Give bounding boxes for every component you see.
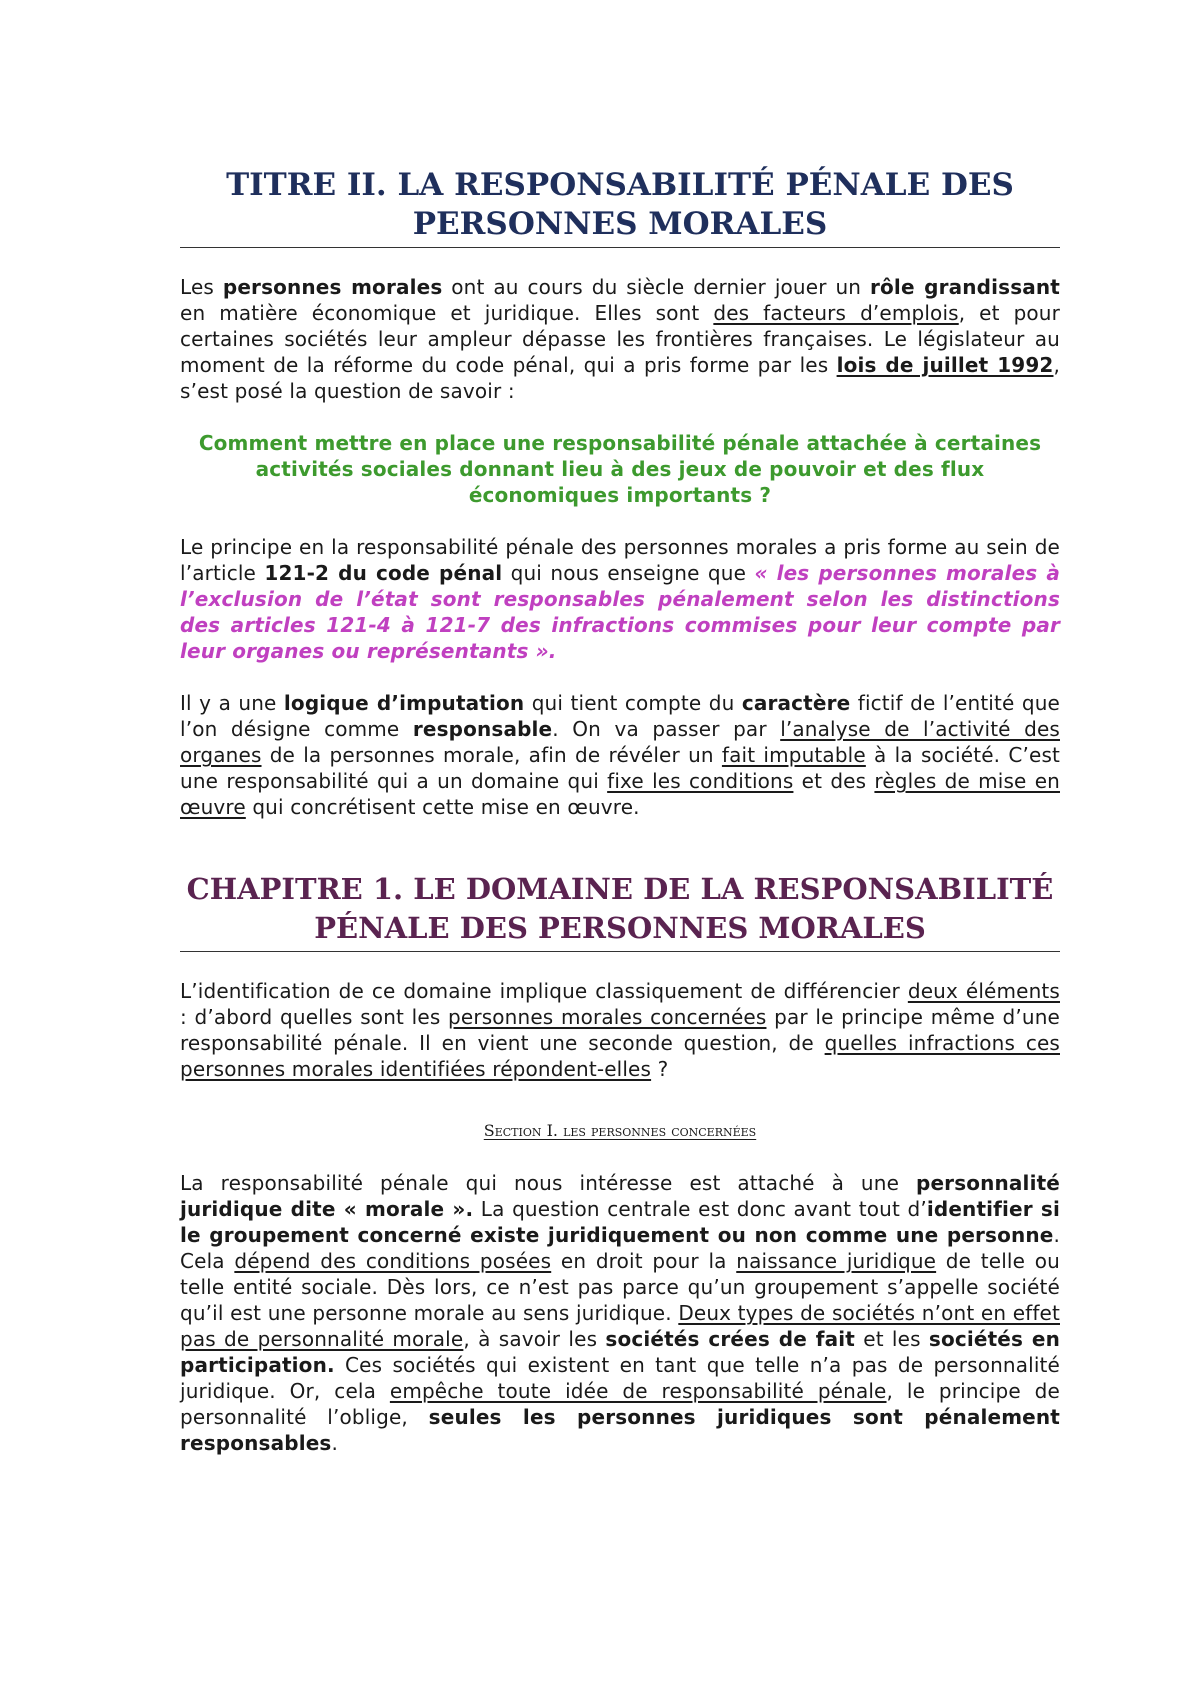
logic-text-4: . On va passer par xyxy=(552,717,781,741)
logic-text-7: et des xyxy=(793,769,875,793)
intro-bold-personnes-morales: personnes morales xyxy=(222,275,443,299)
logic-paragraph xyxy=(180,690,1060,820)
section-heading: Section I. les personnes concernées xyxy=(483,1121,757,1140)
principle-paragraph xyxy=(180,534,1060,664)
intro-text-3: en matière économique et juridique. Elles sont xyxy=(180,301,714,325)
persons-text-9: , le principe de personnalité l’oblige, xyxy=(180,1379,1060,1429)
logic-underline-fait: fait imputable xyxy=(721,743,866,767)
domain-text-2: : d’abord quelles sont les xyxy=(180,1005,449,1029)
logic-text-5: de la personnes morale, afin de révéler un xyxy=(261,743,722,767)
domain-text-1: L’identification de ce domaine implique classiquement de différencier xyxy=(180,979,908,1003)
domain-underline-personnes: personnes morales concernées xyxy=(448,1005,767,1029)
persons-bold-seules: seules les personnes juridiques sont pénalement responsables xyxy=(180,1405,1060,1455)
intro-text-5: , s’est posé la question de savoir : xyxy=(180,353,1060,403)
intro-paragraph xyxy=(180,274,1060,404)
persons-text-10: . xyxy=(331,1431,338,1455)
persons-text-3: . Cela xyxy=(180,1223,1060,1273)
domain-paragraph xyxy=(180,978,1060,1082)
domain-underline-infractions: quelles infractions ces personnes morales identifiées répondent-elles xyxy=(180,1031,1060,1081)
intro-bold-role: rôle grandissant xyxy=(870,275,1061,299)
persons-text-4: en droit pour la xyxy=(551,1249,737,1273)
domain-underline-elements: deux éléments xyxy=(907,979,1060,1003)
intro-underline-emplois: des facteurs d’emplois xyxy=(713,301,959,325)
logic-text-3: fictif de l’entité que l’on désigne comme xyxy=(180,691,1061,741)
principle-text-1: Le principe en la responsabilité pénale des personnes morales a pris forme au sein de l’article xyxy=(180,535,1060,585)
persons-text-8: Ces sociétés qui existent en tant que telle n’a pas de personnalité juridique. Or, cela xyxy=(180,1353,1060,1403)
persons-text-1: La responsabilité pénale qui nous intéresse est attaché à une xyxy=(180,1171,916,1195)
logic-bold-responsable: responsable xyxy=(412,717,553,741)
logic-underline-conditions: fixe les conditions xyxy=(607,769,794,793)
persons-underline-empeche: empêche toute idée de responsabilité pénale xyxy=(389,1379,887,1403)
persons-underline-deux-types: Deux types de sociétés n’ont en effet pas de personnalité morale xyxy=(180,1301,1060,1351)
persons-bold-personnalite: personnalité juridique dite « morale ». xyxy=(180,1171,1060,1221)
persons-text-7: et les xyxy=(855,1327,929,1351)
title-heading: TITRE II. LA RESPONSABILITÉ PÉNALE DES PERSONNES MORALES xyxy=(180,166,1060,248)
logic-text-1: Il y a une xyxy=(180,691,284,715)
intro-text-1: Les xyxy=(180,275,223,299)
persons-bold-participation: sociétés en participation. xyxy=(180,1327,1061,1377)
domain-text-3: par le principe même d’une responsabilité pénale. Il en vient une seconde question, de xyxy=(180,1005,1061,1055)
intro-text-4: , et pour certaines sociétés leur ampleur dépasse les frontières françaises. Le législateur au moment de la réforme du code pénal, qui a pris forme par les xyxy=(180,301,1060,377)
principle-bold-article: 121-2 du code pénal xyxy=(264,561,503,585)
intro-bold-lois: lois de juillet 1992 xyxy=(836,353,1054,377)
principle-text-2: qui nous enseigne que xyxy=(502,561,755,585)
persons-bold-identifier: identifier si le groupement concerné existe juridiquement ou non comme une personne xyxy=(180,1197,1060,1247)
logic-text-6: à la société. C’est une responsabilité qui a un domaine qui xyxy=(180,743,1061,793)
persons-bold-crees-de-fait: sociétés crées de fait xyxy=(605,1327,855,1351)
persons-paragraph xyxy=(180,1170,1060,1456)
persons-text-5: de telle ou telle entité sociale. Dès lors, ce n’est pas parce qu’un groupement s’appelle société qu’il est une personne morale au sens juridique. xyxy=(180,1249,1060,1325)
logic-bold-caractere: caractère xyxy=(741,691,851,715)
logic-underline-analyse: l’analyse de l’activité des organes xyxy=(180,717,1060,767)
logic-text-8: qui concrétisent cette mise en œuvre. xyxy=(245,795,640,819)
document-body xyxy=(180,166,1060,1456)
logic-bold-imputation: logique d’imputation xyxy=(283,691,525,715)
logic-text-2: qui tient compte du xyxy=(524,691,742,715)
intro-text-2: ont au cours du siècle dernier jouer un xyxy=(442,275,871,299)
logic-underline-regles: règles de mise en œuvre xyxy=(180,769,1060,819)
key-question: Comment mettre en place une responsabilité pénale attachée à certaines activités sociales donnant lieu à des jeux de pouvoir et des flux économiques importants ? xyxy=(198,431,1042,507)
chapter-heading: CHAPITRE 1. LE DOMAINE DE LA RESPONSABILITÉ PÉNALE DES PERSONNES MORALES xyxy=(180,870,1060,952)
persons-underline-conditions: dépend des conditions posées xyxy=(234,1249,552,1273)
persons-text-6: , à savoir les xyxy=(463,1327,606,1351)
principle-quote: « les personnes morales à l’exclusion de l’état sont responsables pénalement selon les distinctions des articles 121-4 à 121-7 des infractions commises pour leur compte par leur organes ou représentants ». xyxy=(180,561,1060,663)
persons-underline-naissance: naissance juridique xyxy=(736,1249,937,1273)
domain-text-4: ? xyxy=(651,1057,669,1081)
persons-text-2: La question centrale est donc avant tout d’ xyxy=(473,1197,927,1221)
